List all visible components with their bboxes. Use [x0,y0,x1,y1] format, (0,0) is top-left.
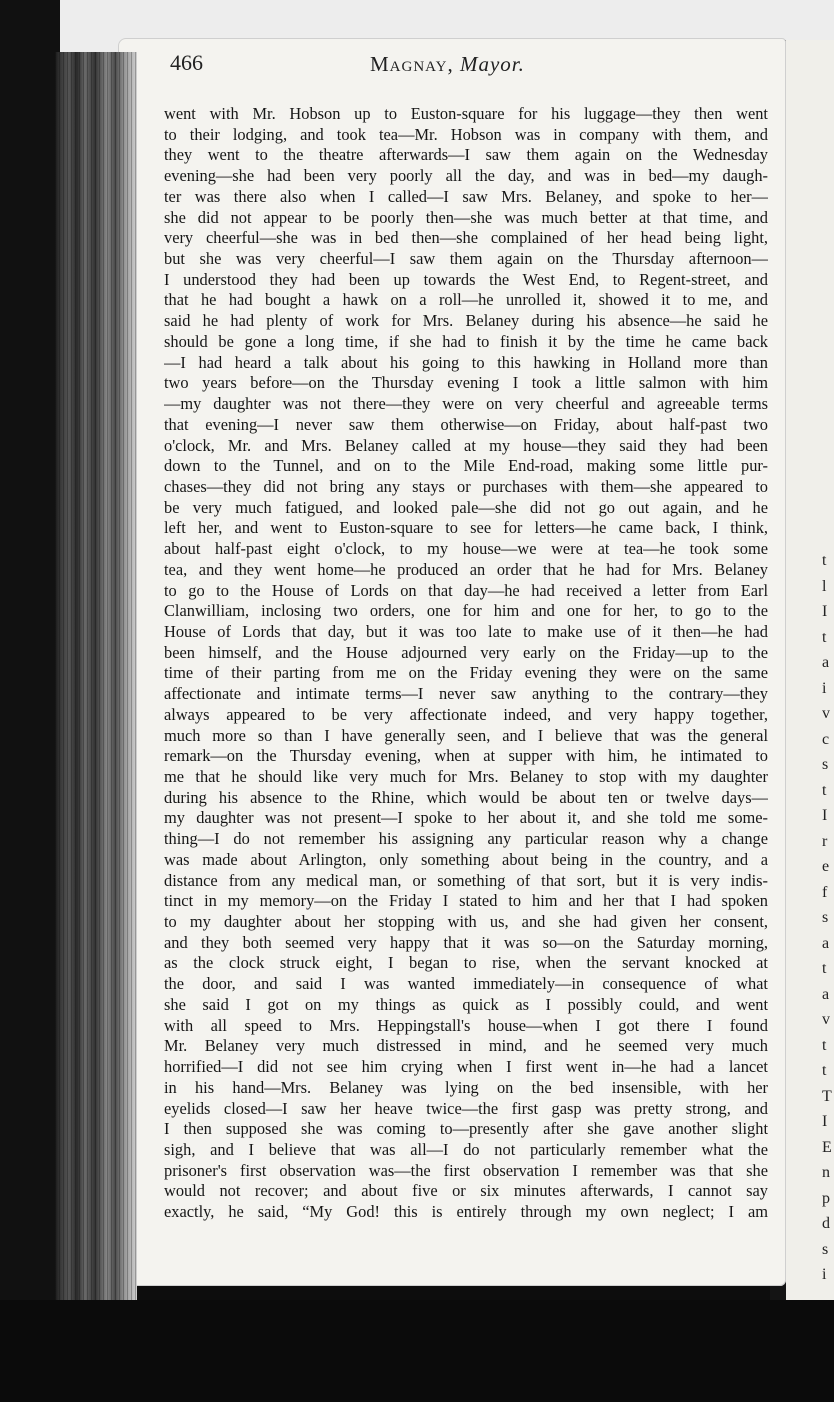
text-line: Clanwilliam, inclosing two orders, one for him and one for her, to go to the [164,601,768,621]
text-line: should be gone a long time, if she had to finish it by the time he came back [164,331,768,351]
text-line: remark—on the Thursday evening, when at supper with him, he intimated to [164,746,768,766]
facing-page-letter: p [822,1189,830,1207]
text-line: Mr. Belaney very much distressed in mind, and he seemed very much [164,1036,768,1056]
text-line: very cheerful—she was in bed then—she complained of her head being light, [164,228,768,248]
text-line: tinct in my memory—on the Friday I stated to him and her that I had spoken [164,891,768,911]
text-line: went with Mr. Hobson up to Euston-square for his luggage—they then went [164,104,768,123]
facing-page-text-fragments [822,548,834,1288]
facing-page-letter: r [822,832,828,850]
text-line: thing—I do not remember his assigning any particular reason why a change [164,829,768,849]
text-line: as the clock struck eight, I began to rise, when the servant knocked at [164,953,768,973]
text-line: she said I got on my things as quick as I possibly could, and went [164,994,768,1014]
text-line: to my daughter about her stopping with us, and she had given her consent, [164,912,768,932]
text-line: left her, and went to Euston-square to see for letters—he came back, I think, [164,518,768,538]
page-number: 466 [170,50,203,75]
text-line: I then supposed she was coming to—presently after she gave another slight [164,1119,768,1139]
text-line: to go to the House of Lords on that day—he had received a letter from Earl [164,580,768,600]
scan-bottom-edge [0,1300,834,1402]
facing-page-letter: I [822,807,828,824]
facing-page-letter: s [822,909,829,926]
text-line: tea, and they went home—he produced an order that he had for Mrs. Belaney [164,559,768,579]
text-line: prisoner's first observation was—the first observation I remember was that she [164,1160,768,1180]
scan-dark-edge [0,0,60,1402]
text-line: to their lodging, and took tea—Mr. Hobson was in company with them, and [164,124,768,144]
facing-page-letter: c [822,730,830,748]
facing-page-letter: t [822,1062,827,1079]
text-line: me that he should like very much for Mrs. Belaney to stop with my daughter [164,767,768,786]
text-line: chases—they did not bring any stays or purchases with them—she appeared to [164,476,768,496]
facing-page-letter: E [822,1138,832,1156]
facing-page-letter: t [822,781,827,799]
facing-page-letter: a [822,934,830,952]
text-line: my daughter was not present—I spoke to her about it, and she told me some- [164,808,768,828]
text-line: time of their parting from me on the Friday evening they were on the same [164,663,768,683]
book-gutter-page-edges [55,52,137,1304]
facing-page-letter: t [822,960,827,977]
text-line: horrified—I did not see him crying when I first went in—he had a lancet [164,1057,768,1077]
text-line: would not recover; and about five or six minutes afterwards, I cannot say [164,1181,768,1201]
facing-page-letter: T [822,1087,832,1105]
facing-page-letter: v [822,1011,830,1028]
text-line: two years before—on the Thursday evening I took a little salmon with him [164,373,768,393]
text-line: I understood they had been up towards the West End, to Regent-street, and [164,269,768,289]
text-line: evening—she had been very poorly all the day, and was in bed—my daugh- [164,166,768,186]
text-line: that evening—I never saw them otherwise—on Friday, about half-past two [164,414,768,434]
text-line: —my daughter was not there—they were on very cheerful and agreeable terms [164,394,768,414]
facing-page-letter: d [822,1215,830,1232]
text-line: been himself, and the House adjourned very early on the Friday—up to the [164,642,768,662]
text-line: o'clock, Mr. and Mrs. Belaney called at my house—they said they had been [164,435,768,455]
facing-page-letter: a [822,654,830,671]
text-line: —I had heard a talk about his going to this hawking in Holland more than [164,352,768,372]
text-line: they went to the theatre afterwards—I saw them again on the Wednesday [164,145,768,165]
facing-page-letter: f [822,883,828,901]
text-line: affectionate and intimate terms—I never saw anything to the contrary—they [164,684,768,704]
text-line: distance from any medical man, or something of that sort, but it is very indis- [164,870,768,890]
text-line: eyelids closed—I saw her heave twice—the first gasp was pretty strong, and [164,1098,768,1118]
text-line: about half-past eight o'clock, to my house—we were at tea—he took some [164,539,768,559]
running-title-name: Magnay, [370,52,454,76]
text-line: the door, and said I was wanted immediately—in consequence of what [164,974,768,994]
text-line: said he had plenty of work for Mrs. Belaney during his absence—he said he [164,311,768,331]
text-line: House of Lords that day, but it was too late to make use of it then—he had [164,621,768,641]
facing-page-letter: n [822,1164,830,1181]
text-line: sigh, and I believe that was all—I do not particularly remember what the [164,1139,768,1159]
running-title-office: Mayor. [459,52,525,76]
facing-page-letter: s [822,1240,829,1258]
text-line: exactly, he said, “My God! this is entirely through my own neglect; I am [164,1202,768,1222]
facing-page-letter: e [822,858,830,875]
facing-page-letter: s [822,756,829,773]
page-header [140,50,770,86]
text-line: always appeared to be very affectionate indeed, and very happy together, [164,704,768,724]
text-line: was made about Arlington, only something about being in the country, and a [164,849,768,869]
text-line: much more so than I have generally seen, and I believe that was the general [164,725,768,745]
facing-page-letter: i [822,679,827,697]
text-line: with all speed to Mrs. Heppingstall's house—when I got there I found [164,1015,768,1035]
facing-page-letter: t [822,628,827,646]
facing-page-letter: a [822,985,830,1003]
facing-page-letter: v [822,705,830,722]
text-line: ter was there also when I called—I saw Mrs. Belaney, and spoke to her— [164,186,768,206]
running-title [370,52,525,77]
facing-page-letter: i [822,1266,827,1283]
facing-page-letter: I [822,603,828,620]
facing-page-letter: t [822,552,827,569]
facing-page-letter: t [822,1036,827,1054]
text-line: that he had bought a hawk on a roll—he unrolled it, showed it to me, and [164,290,768,310]
text-line: down to the Tunnel, and on to the Mile End-road, making some little pur- [164,456,768,476]
text-line: but she was very cheerful—I saw them again on the Thursday afternoon— [164,249,768,269]
facing-page-letter: I [822,1113,828,1130]
text-line: she did not appear to be poorly then—she was much better at that time, and [164,207,768,227]
text-line: during his absence to the Rhine, which would be about ten or twelve days— [164,787,768,807]
facing-page-letter: l [822,577,827,595]
text-line: and they both seemed very happy that it was so—on the Saturday morning, [164,932,768,952]
page-body-text [164,104,768,1223]
text-line: be very much fatigued, and looked pale—she did not go out again, and he [164,497,768,517]
text-line: in his hand—Mrs. Belaney was lying on the bed insensible, with her [164,1077,768,1097]
